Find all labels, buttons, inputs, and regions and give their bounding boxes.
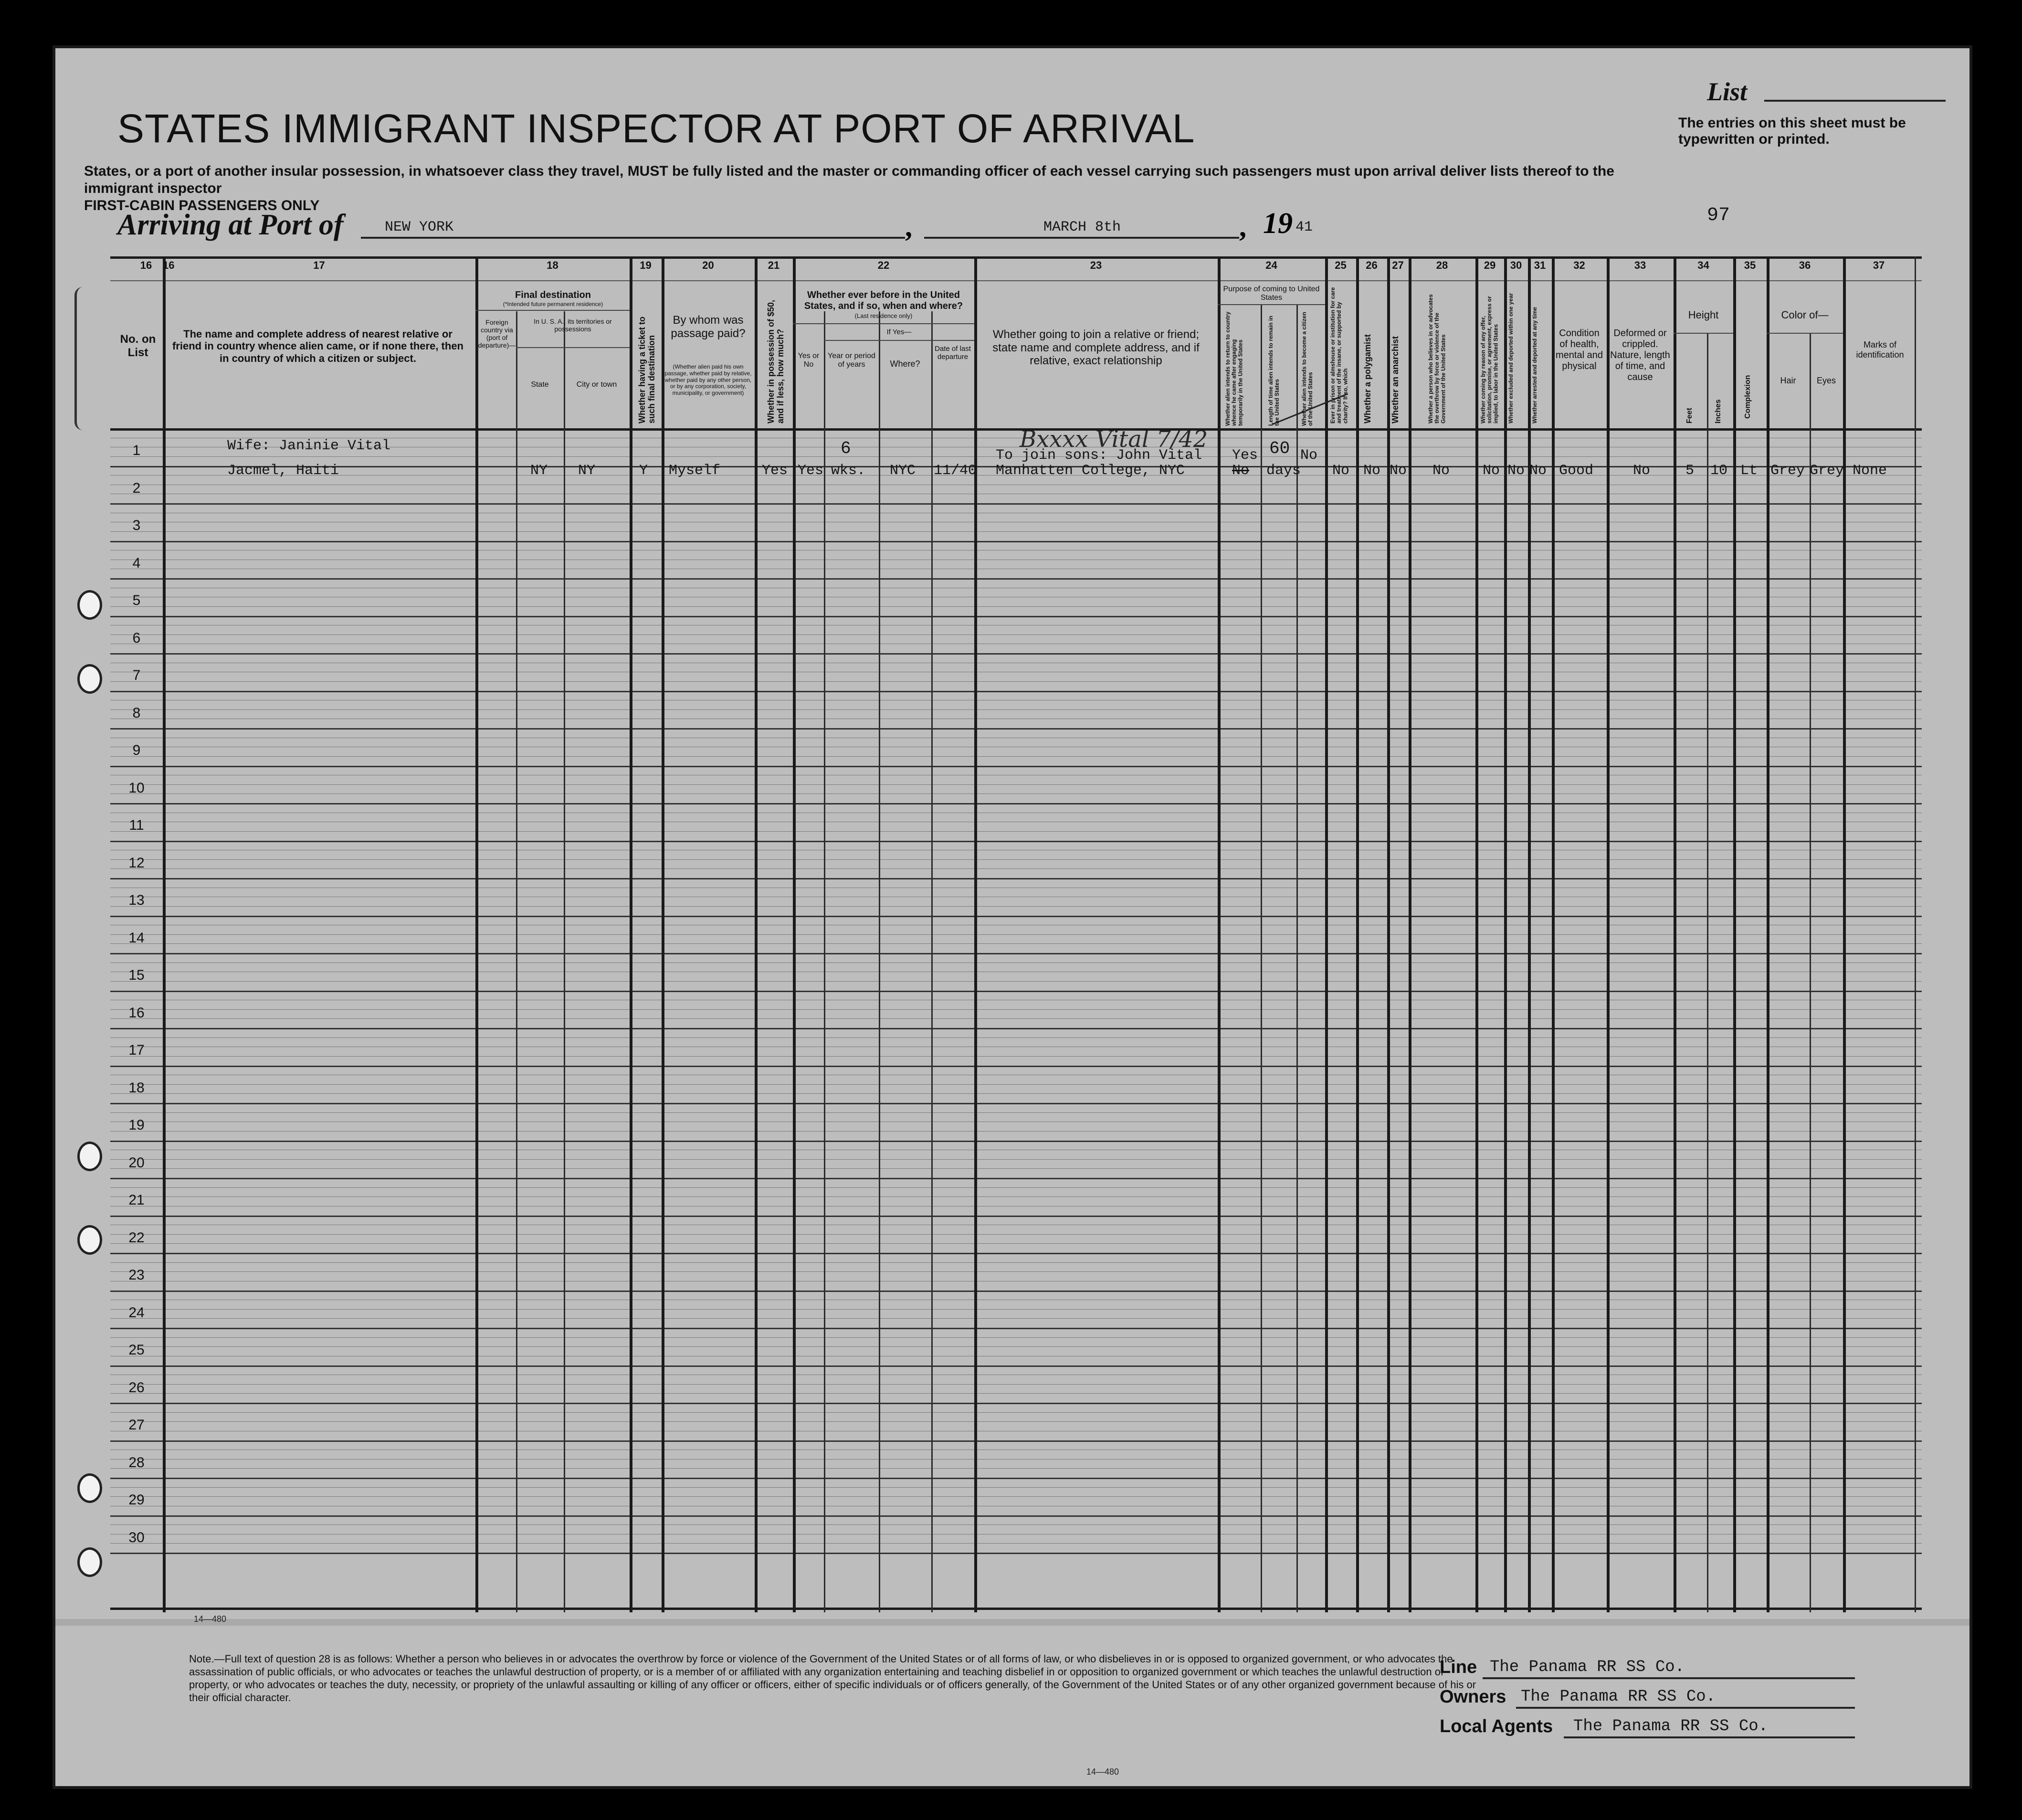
row-number: 10	[128, 780, 145, 796]
row-rule	[110, 906, 1922, 907]
entry-hair: Grey	[1770, 463, 1805, 479]
col-rule	[163, 256, 166, 1612]
row-number: 15	[128, 967, 145, 983]
header-eyes: Eyes	[1816, 376, 1836, 385]
col-rule	[755, 256, 758, 1612]
binder-hole	[77, 1225, 102, 1255]
col-rule	[516, 311, 517, 1612]
entry-excluded: No	[1507, 463, 1525, 479]
header-final-destination-sub: (*Intended future permanent residence)	[503, 301, 603, 307]
row-number: 19	[128, 1117, 145, 1133]
entry-relative-line2: Jacmel, Haiti	[227, 463, 339, 479]
header-in-usa: In U. S. A., its territories or possessions	[534, 317, 612, 333]
entry-eyes: Grey	[1810, 463, 1844, 479]
colnum-31: 31	[1534, 259, 1546, 271]
list-label: List	[1707, 77, 1748, 106]
col-rule	[1528, 256, 1531, 1612]
entry-length-num: 60	[1269, 439, 1290, 458]
header-anarchist: Whether an anarchist	[1390, 336, 1400, 423]
instructions-text: States, or a port of another insular possession, in whatsoever class they travel, MUST be fully listed and the master or commanding officer of each vessel carrying such passengers must upon arrival deliver lists thereof to the immigrant inspector	[84, 163, 1614, 196]
col-rule	[1325, 256, 1328, 1612]
subrule-24	[1218, 304, 1325, 305]
line-value: The Panama RR SS Co.	[1490, 1658, 1685, 1676]
colnum-23: 23	[1090, 259, 1102, 271]
row-rule	[110, 691, 1922, 692]
colnum-22: 22	[877, 259, 890, 271]
row-rule	[110, 934, 1922, 935]
comma-2: ,	[1239, 211, 1246, 243]
col-rule	[1733, 256, 1736, 1612]
header-city: City or town	[576, 381, 617, 389]
col-rule	[662, 256, 664, 1612]
colnum-26: 26	[1366, 259, 1378, 271]
col-rule	[974, 256, 977, 1612]
row-number: 3	[132, 518, 141, 533]
row-rule	[110, 541, 1922, 542]
footnote-question-28: Note.—Full text of question 28 is as follows: Whether a person who believes in or advocates the overthrow by force or violence of the Government of the United States or of all forms of law, or who disbelieves in or is opposed to organized government, or who advocates the assassination of public officials, or who advocates or teaches the unlawful destruction of property, or is a member of or affiliated with any organization entertaining and teaching disbelief in or opposition to organized government or which teaches the unlawful destruction of property, or who advocates or teaches the duty, necessity, or propriety of the unlawful assaulting or killing of any officer or officers, either of specific individuals or of officers generally, of the Government of the United States or of any other organized government because of his or their official character.	[189, 1653, 1476, 1704]
subrule-22b	[824, 340, 974, 341]
col-rule	[1674, 256, 1676, 1612]
entry-relative-line1: Wife: Janinie Vital	[227, 438, 391, 454]
header-final-destination: Final destination	[515, 290, 591, 300]
header-labor: Whether coming by reason of any offer, solicitation, promise, or agreement, express or implied, to labor in the United States	[1480, 296, 1499, 423]
row-number: 16	[128, 1005, 145, 1021]
entry-anarchist: No	[1390, 463, 1407, 479]
col-rule	[879, 311, 880, 1612]
row-number: 30	[128, 1529, 145, 1545]
row-rule	[110, 1459, 1922, 1460]
binder-hole	[77, 590, 102, 620]
col-rule	[1504, 256, 1507, 1612]
page-edge-tear	[74, 287, 91, 430]
owners-value: The Panama RR SS Co.	[1521, 1688, 1716, 1706]
row-rule	[110, 1187, 1922, 1188]
entry-deported: No	[1529, 463, 1547, 479]
row-number: 12	[128, 855, 145, 871]
year-typed: 41	[1295, 219, 1313, 235]
row-rule	[110, 1253, 1922, 1254]
row-rule	[110, 1178, 1922, 1179]
row-number: 26	[128, 1379, 145, 1396]
row-rule	[110, 1037, 1922, 1038]
col-rule	[630, 256, 632, 1612]
col-rule	[1767, 256, 1769, 1612]
header-overthrow: Whether a person who believes in or advocates the overthrow by force or violence of the Government of the United States	[1427, 294, 1447, 423]
header-before-sub: (Last residence only)	[854, 312, 913, 319]
header-foreign-country: Foreign country via (port of departure)—	[478, 318, 516, 349]
row-rule	[110, 606, 1922, 607]
rule-top	[110, 256, 1922, 259]
row-rule	[110, 841, 1922, 842]
entry-complexion: Lt	[1740, 463, 1758, 479]
row-rule	[110, 868, 1922, 869]
owners-label: Owners	[1440, 1687, 1506, 1707]
date-value: MARCH 8th	[1043, 219, 1121, 235]
entry-deformed: No	[1633, 463, 1651, 479]
row-rule	[110, 1291, 1922, 1292]
row-rule	[110, 1009, 1922, 1010]
row-rule	[110, 1216, 1922, 1217]
entry-marks: None	[1853, 463, 1887, 479]
comma-1: ,	[905, 211, 912, 243]
row-rule	[110, 1384, 1922, 1385]
entry-period-unit: wks.	[831, 463, 866, 479]
colnum-25: 25	[1335, 259, 1347, 271]
row-rule	[110, 1478, 1922, 1479]
row-rule	[110, 531, 1922, 532]
header-purpose-return: Whether alien intends to return to country whence he came after engaging temporarily in the United States	[1224, 311, 1244, 426]
row-number: 2	[132, 480, 141, 496]
list-number-line	[1764, 100, 1946, 102]
row-rule	[110, 981, 1922, 982]
year-printed: 19	[1263, 207, 1293, 240]
header-purpose: Purpose of coming to United States	[1223, 285, 1320, 302]
row-rule	[110, 1440, 1922, 1442]
colnum-16b: 16	[140, 259, 152, 271]
row-rule	[110, 943, 1922, 944]
col-rule	[931, 311, 933, 1612]
row-rule	[110, 709, 1922, 710]
colnum-32: 32	[1573, 259, 1585, 271]
row-number: 4	[132, 555, 141, 571]
row-number: 17	[128, 1042, 145, 1058]
col-rule	[564, 311, 565, 1612]
col-rule	[1707, 333, 1708, 1612]
colnum-30: 30	[1510, 259, 1522, 271]
entry-overthrow: No	[1432, 463, 1450, 479]
row-number: 18	[128, 1079, 145, 1096]
rule-header-bottom	[110, 428, 1922, 431]
row-rule	[110, 1084, 1922, 1085]
header-last-departure: Date of last departure	[935, 345, 971, 361]
subrule-22	[793, 323, 974, 324]
row-rule	[110, 578, 1922, 580]
handwritten-annotation: Bxxxx Vital 7/42	[1020, 426, 1208, 453]
entry-city: NY	[578, 463, 596, 479]
row-rule	[110, 1421, 1922, 1422]
row-rule	[110, 784, 1922, 785]
col-rule	[824, 311, 825, 1612]
row-rule	[110, 1365, 1922, 1367]
instructions	[84, 163, 1659, 214]
line-underline	[1483, 1677, 1855, 1679]
binder-hole	[77, 1142, 102, 1171]
entry-state: NY	[530, 463, 548, 479]
colnum-17: 17	[313, 259, 325, 271]
row-number: 23	[128, 1267, 145, 1283]
row-rule	[110, 1318, 1922, 1319]
header-purpose-citizen: Whether alien intends to become a citizen of the United States	[1301, 312, 1314, 426]
header-years: Year or period of years	[828, 352, 875, 369]
row-rule	[110, 1309, 1922, 1310]
row-number: 25	[128, 1342, 145, 1358]
row-rule	[110, 1337, 1922, 1338]
row-number: 13	[128, 892, 145, 908]
rule-bottom	[110, 1608, 1922, 1610]
row-rule	[110, 1066, 1922, 1067]
col-rule	[1607, 256, 1610, 1612]
row-number: 8	[132, 705, 141, 721]
binder-hole	[77, 664, 102, 694]
row-rule	[110, 1487, 1922, 1488]
row-rule	[110, 991, 1922, 992]
subrule-34	[1674, 333, 1733, 334]
colnum-29: 29	[1484, 259, 1496, 271]
row-number: 14	[128, 930, 145, 946]
subrule-36	[1767, 333, 1843, 334]
colnum-21: 21	[768, 259, 780, 271]
arriving-label: Arriving at Port of	[117, 209, 344, 241]
entry-polygamist: No	[1363, 463, 1381, 479]
entry-health: Good	[1559, 463, 1594, 479]
binder-hole	[77, 1473, 102, 1503]
agents-label: Local Agents	[1440, 1716, 1553, 1736]
header-marks: Marks of identification	[1856, 340, 1904, 360]
first-cabin-label: FIRST-CABIN PASSENGERS ONLY	[84, 198, 320, 213]
row-number: 5	[132, 593, 141, 608]
row-rule	[110, 878, 1922, 879]
col-rule	[1843, 256, 1846, 1612]
entry-feet: 5	[1685, 463, 1695, 479]
row-rule	[110, 803, 1922, 804]
colnum-36: 36	[1799, 259, 1811, 271]
header-health: Condition of health, mental and physical	[1556, 328, 1603, 371]
col-rule	[1356, 256, 1359, 1612]
agents-value: The Panama RR SS Co.	[1573, 1717, 1769, 1735]
row-rule	[110, 1262, 1922, 1263]
row-rule	[110, 1018, 1922, 1019]
row-rule	[110, 728, 1922, 730]
col-rule	[1475, 256, 1478, 1612]
fold-band	[53, 1619, 1972, 1626]
manifest-sheet	[53, 45, 1972, 1789]
colnum-20: 20	[702, 259, 714, 271]
row-rule	[110, 1468, 1922, 1469]
row-rule	[110, 859, 1922, 860]
header-state: State	[531, 381, 549, 389]
row-rule	[110, 1056, 1922, 1057]
row-number: 1	[132, 443, 141, 458]
row-rule	[110, 1515, 1922, 1517]
entry-before-yesno: Yes	[798, 463, 824, 479]
row-rule	[110, 681, 1922, 682]
colnum-28: 28	[1436, 259, 1448, 271]
header-complexion: Complexion	[1744, 375, 1752, 419]
row-rule	[110, 1103, 1922, 1104]
colnum-33: 33	[1634, 259, 1646, 271]
entry-citizen: No	[1300, 447, 1318, 464]
entry-prison: No	[1332, 463, 1350, 479]
header-prison: Ever in prison or almshouse or institution for care and treatment of the insane, or supported by charity? If so, which	[1329, 287, 1349, 423]
header-purpose-length: Length of time alien intends to remain in the United States	[1267, 316, 1281, 426]
entry-where: NYC	[890, 463, 916, 479]
entry-inches: 10	[1710, 463, 1728, 479]
col-rule	[475, 256, 478, 1612]
row-rule	[110, 1131, 1922, 1132]
header-join-relative: Whether going to join a relative or friend; state name and complete address, and if relative, exact relationship	[992, 328, 1200, 368]
row-number: 21	[128, 1192, 145, 1208]
row-rule	[110, 766, 1922, 767]
row-rule	[110, 503, 1922, 505]
row-rule	[110, 1159, 1922, 1160]
header-if-yes: If Yes—	[886, 328, 912, 336]
entries-note: The entries on this sheet must be typewritten or printed.	[1678, 115, 1906, 147]
row-rule	[110, 1243, 1922, 1244]
entry-ticket: Y	[639, 463, 648, 479]
row-rule	[110, 1403, 1922, 1404]
row-rule	[110, 1393, 1922, 1394]
entry-length-unit: days	[1266, 463, 1301, 479]
row-number: 6	[132, 630, 141, 646]
col-rule	[1296, 304, 1298, 1612]
header-before-in-us: Whether ever before in the United States, and if so, when and where?	[804, 290, 963, 311]
entry-money: Yes	[762, 463, 788, 479]
agents-underline	[1564, 1736, 1855, 1738]
header-where: Where?	[890, 359, 920, 369]
colnum-18: 18	[547, 259, 558, 271]
row-rule	[110, 653, 1922, 655]
row-rule	[110, 1328, 1922, 1329]
colnum-37: 37	[1873, 259, 1885, 271]
col-rule	[793, 256, 796, 1612]
header-feet: Feet	[1685, 408, 1694, 423]
col-rule	[1387, 256, 1390, 1612]
row-number: 7	[132, 667, 141, 683]
row-rule	[110, 1496, 1922, 1497]
col-rule	[1261, 304, 1262, 1612]
entry-join-line2: Manhatten College, NYC	[996, 463, 1185, 479]
row-rule	[110, 1346, 1922, 1347]
port-line	[361, 237, 905, 239]
row-number: 24	[128, 1304, 145, 1321]
row-rule	[110, 1093, 1922, 1094]
header-no-on-list: No. on List	[120, 333, 156, 359]
subrule-18b	[516, 347, 630, 348]
header-ticket: Whether having a ticket to such final destination	[637, 316, 656, 423]
header-yes-no: Yes or No	[798, 352, 820, 369]
colnum-19: 19	[640, 259, 652, 271]
row-rule	[110, 1028, 1922, 1029]
row-number: 27	[128, 1417, 145, 1433]
col-rule	[1915, 256, 1916, 1612]
header-height: Height	[1688, 309, 1719, 321]
row-rule	[110, 1524, 1922, 1525]
entry-last-departure: 11/40	[934, 463, 977, 479]
header-money: Whether in possession of $50, and if less, how much?	[766, 299, 785, 423]
header-relative: The name and complete address of nearest relative or friend in country whence alien came, or if none there, then in country of which a citizen or subject.	[172, 328, 463, 364]
entry-passage-paid: Myself	[669, 463, 721, 479]
subrule-18	[475, 310, 630, 311]
row-number: 11	[129, 817, 144, 833]
page-number: 97	[1707, 205, 1730, 226]
row-rule	[110, 1543, 1922, 1544]
rule-colnums	[110, 280, 1922, 281]
manifest-table: 16 16 17 18 19 20 21 22 23 24 25 26 27 28 29 30 31 32 33 34 35 36 37 No. on List The name and complete address of nearest relative or friend in country whence alien came, or if none there, then in country of which a citizen or subject. Final destination (*Intended future permanent residence) Foreign country via (port of departure)— In U. S. A., its territories or possessions State City or town Whether having a ticket to such final destination By whom was passage paid? (Whether alien paid his own passage, whether paid by relative, whether paid by any other person, or by any corporation, society, municipality, or government) Whether in possession of $50, and if less, how much? Whether ever before in the United States, and if so, when and where? (Last residence only) If Yes— Yes or No Year or period of years Where? Date of last departure Whether going to join a relative or friend; state name and complete address, and if relative, exact relationship Purpose of coming to United States Whether alien intends to return to country whence he came after engaging temporarily in the United States Length of time alien intends to remain in the United States Whether alien intends to become a citizen of the United States Ever in prison or almshouse or institution for care and treatment of the insane, or supported by charity? If so, which Whether a polygamist Whether an anarchist Whether a person who believes in or advocates the overthrow by force or violence of the Government of the United States Whether coming by reason of any offer, solicitation, promise, or agreement, express or implied, to labor in the United States Whether excluded and deported within one year Whether arrested and deported at any time Condition of health, mental and physical Deformed or crippled. Nature, length of time, and cause Height Feet Inches Complexion Color of— Hair Eyes Marks of identification 1 2 3 4 5 6 7 8 9 10 11 12 13 14 15 16 17 18 19 20 21 22 23 24 25 26 27 28 29 30 Wife: Janinie Vital Jacmel, Haiti NY NY Y Myself Yes Yes 6 wks. NYC 11/40 To join sons: John Vital Manhatten College, NYC Bxxxx Vital 7/42 Yes No 60 days No No No No No No No No Good No 5 10 Lt Grey Grey None	[110, 256, 1922, 1612]
row-number: 9	[132, 742, 141, 758]
entry-join-line1: To join sons: John Vital	[996, 447, 1202, 464]
col-rule	[1810, 333, 1811, 1612]
row-rule	[110, 1412, 1922, 1413]
colnum-24: 24	[1265, 259, 1277, 271]
entry-purpose-return-top: Yes	[1232, 447, 1258, 464]
row-number: 20	[128, 1154, 145, 1171]
port-value: NEW YORK	[385, 219, 454, 235]
binder-hole	[77, 1547, 102, 1577]
row-rule	[110, 1196, 1922, 1197]
row-number: 22	[128, 1229, 145, 1246]
header-deformed: Deformed or crippled. Nature, length of time, and cause	[1610, 328, 1670, 382]
row-rule	[110, 616, 1922, 617]
row-number: 28	[128, 1454, 145, 1471]
owners-underline	[1516, 1707, 1855, 1709]
date-line	[924, 237, 1239, 239]
line-label: Line	[1440, 1657, 1477, 1677]
col-rule	[1409, 256, 1411, 1612]
row-rule	[110, 1553, 1922, 1554]
form-number-bottom: 14—480	[1086, 1767, 1119, 1777]
page-title: STATES IMMIGRANT INSPECTOR AT PORT OF ARRIVAL	[117, 106, 1195, 151]
row-rule	[110, 1112, 1922, 1113]
col-rule	[1218, 256, 1221, 1612]
header-passage-sub: (Whether alien paid his own passage, whether paid by relative, whether paid by any other person, or by any corporation, society, municipality, or government)	[664, 363, 752, 397]
row-rule	[110, 1271, 1922, 1272]
colnum-34: 34	[1697, 259, 1709, 271]
col-rule	[1552, 256, 1555, 1612]
header-passage: By whom was passage paid?	[671, 314, 746, 340]
colnum-35: 35	[1744, 259, 1756, 271]
row-rule	[110, 953, 1922, 954]
header-excluded: Whether excluded and deported within one year	[1507, 293, 1514, 423]
entry-period-num: 6	[841, 439, 851, 458]
row-number: 29	[128, 1492, 145, 1508]
header-deported: Whether arrested and deported at any time	[1531, 307, 1538, 423]
header-hair: Hair	[1780, 376, 1796, 385]
row-rule	[110, 756, 1922, 757]
header-color: Color of—	[1781, 309, 1829, 321]
row-rule	[110, 1234, 1922, 1235]
row-rule	[110, 1141, 1922, 1142]
colnum-27: 27	[1392, 259, 1404, 271]
row-rule	[110, 1168, 1922, 1169]
entry-purpose-return-bottom: No	[1232, 463, 1250, 479]
row-rule	[110, 831, 1922, 832]
entry-labor: No	[1483, 463, 1500, 479]
form-number-left: 14—480	[194, 1614, 227, 1624]
header-inches: Inches	[1714, 399, 1722, 423]
header-polygamist: Whether a polygamist	[1363, 334, 1372, 423]
row-rule	[110, 916, 1922, 917]
